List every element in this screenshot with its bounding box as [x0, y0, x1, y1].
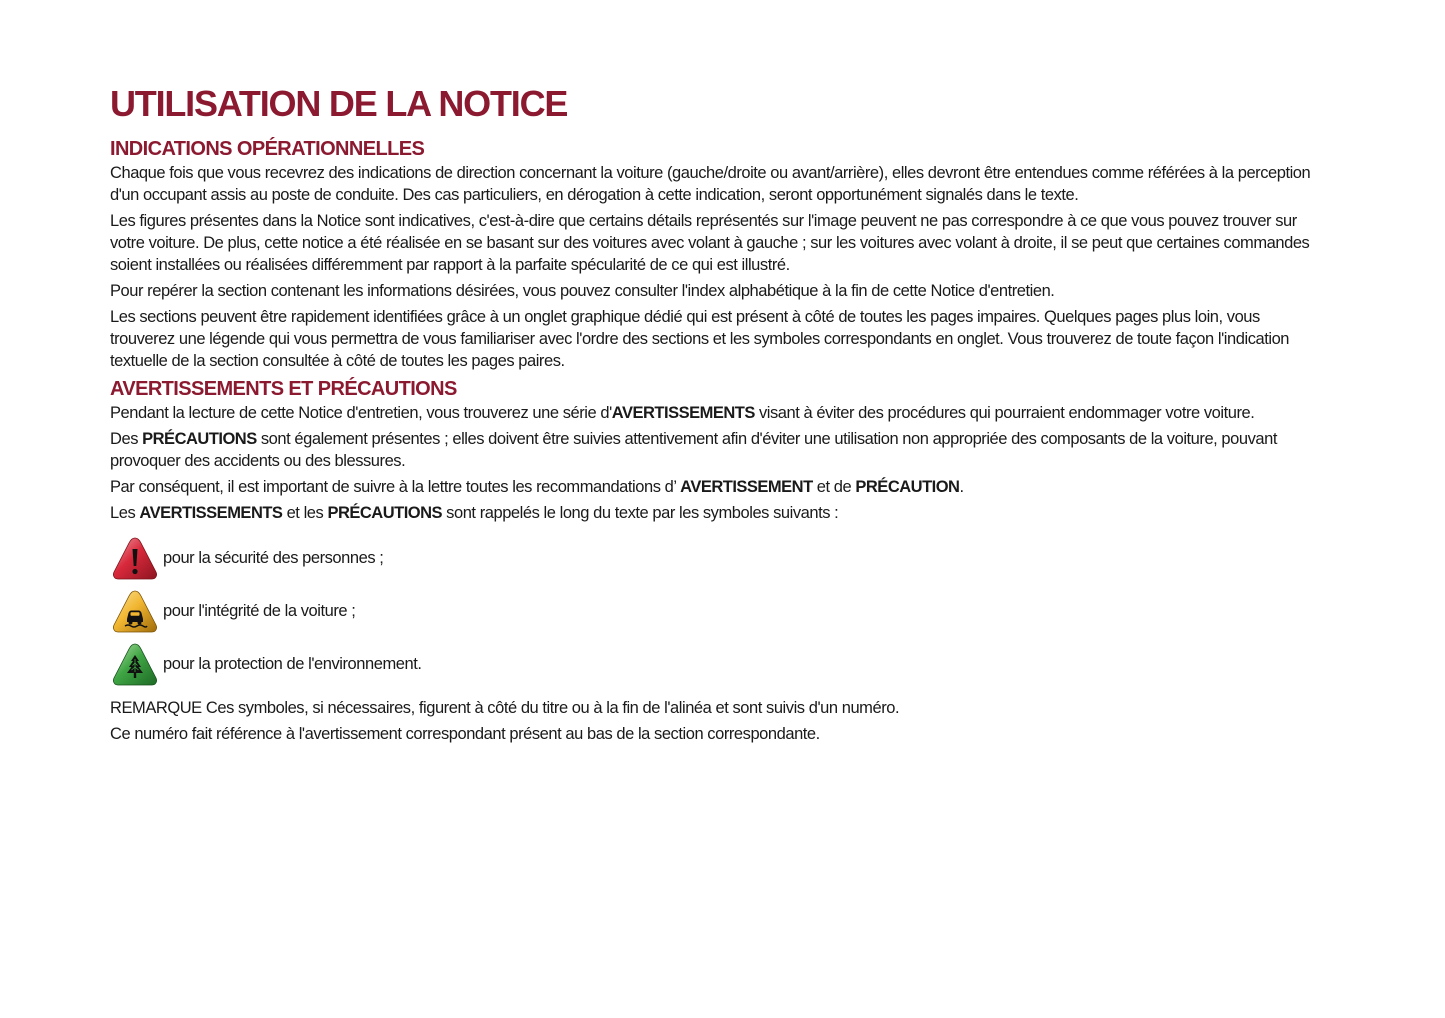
page-title: UTILISATION DE LA NOTICE — [110, 83, 568, 124]
text-segment: sont rappelés le long du texte par les symboles suivants : — [442, 504, 839, 522]
document-page — [110, 82, 1315, 749]
text-segment: Des — [110, 430, 143, 448]
symbol-item-environnement — [110, 638, 1315, 691]
paragraph: Les sections peuvent être rapidement identifiées grâce à un onglet graphique dédié qui est présent à côté de toutes les pages impaires. Quelques pages plus loin, vous trouverez une légende qui vous permettra de vous familiariser avec l'ordre des sections et les symboles correspondants en onglet. Vous trouverez de toute façon l'indication textuelle de la section consultée à côté de toutes les pages paires. — [110, 308, 1290, 370]
symbol-item-voiture — [110, 585, 1315, 638]
symbol-list — [110, 532, 1315, 691]
section-heading-avertissements: AVERTISSEMENTS ET PRÉCAUTIONS — [110, 378, 457, 400]
paragraph-avertissements — [110, 402, 1315, 424]
paragraph: Pour repérer la section contenant les informations désirées, vous pouvez consulter l'index alphabétique à la fin de cette Notice d'entretien. — [110, 282, 1055, 300]
symbol-label: pour la sécurité des personnes ; — [163, 549, 384, 567]
note-reference: Ce numéro fait référence à l'avertissement correspondant présent au bas de la section correspondante. — [110, 725, 820, 743]
note-remarque: REMARQUE Ces symboles, si nécessaires, figurent à côté du titre ou à la fin de l'alinéa et sont suivis d'un numéro. — [110, 699, 900, 717]
paragraph-consequence — [110, 476, 1315, 498]
bold-term: AVERTISSEMENT — [680, 478, 813, 496]
paragraph-precautions — [110, 428, 1315, 472]
text-segment: visant à éviter des procédures qui pourraient endommager votre voiture. — [754, 404, 1255, 422]
text-segment: Pendant la lecture de cette Notice d'entretien, vous trouverez une série d' — [110, 404, 612, 422]
warning-person-icon — [111, 535, 159, 583]
bold-term: AVERTISSEMENTS — [611, 404, 755, 422]
warning-environment-icon — [111, 641, 159, 689]
text-segment: Par conséquent, il est important de suivre à la lettre toutes les recommandations d’ — [110, 478, 681, 496]
bold-term: AVERTISSEMENTS — [139, 504, 283, 522]
text-segment: sont également présentes ; elles doivent être suivies attentivement afin d'éviter une utilisation non appropriée des composants de la voiture, pouvant provoquer des accidents ou des blessures. — [110, 430, 1278, 470]
bold-term: PRÉCAUTION — [855, 478, 960, 496]
warning-car-icon — [111, 588, 159, 636]
section-heading-indications: INDICATIONS OPÉRATIONNELLES — [110, 138, 425, 160]
symbol-item-personnes — [110, 532, 1315, 585]
bold-term: PRÉCAUTIONS — [327, 504, 443, 522]
text-segment: . — [959, 478, 964, 496]
symbol-label: pour la protection de l'environnement. — [163, 655, 422, 673]
paragraph-symbols-intro — [110, 502, 1315, 524]
paragraph: Les figures présentes dans la Notice sont indicatives, c'est-à-dire que certains détails représentés sur l'image peuvent ne pas correspondre à ce que vous pouvez trouver sur votre voiture. De plus, cette notice a été réalisée en se basant sur des voitures avec volant à gauche ; sur les voitures avec volant à droite, il se peut que certaines commandes soient installées ou réalisées différemment par rapport à la parfaite spécularité de ce qui est illustré. — [110, 212, 1310, 274]
text-segment: et les — [282, 504, 328, 522]
paragraph: Chaque fois que vous recevrez des indications de direction concernant la voiture (gauche/droite ou avant/arrière), elles devront être entendues comme référées à la perception d'un occupant assis au poste de conduite. Des cas particuliers, en dérogation à cette indication, seront opportunément signalés dans le texte. — [110, 164, 1311, 204]
bold-term: PRÉCAUTIONS — [142, 430, 257, 448]
text-segment: et de — [812, 478, 856, 496]
text-segment: Les — [110, 504, 140, 522]
symbol-label: pour l'intégrité de la voiture ; — [163, 602, 356, 620]
